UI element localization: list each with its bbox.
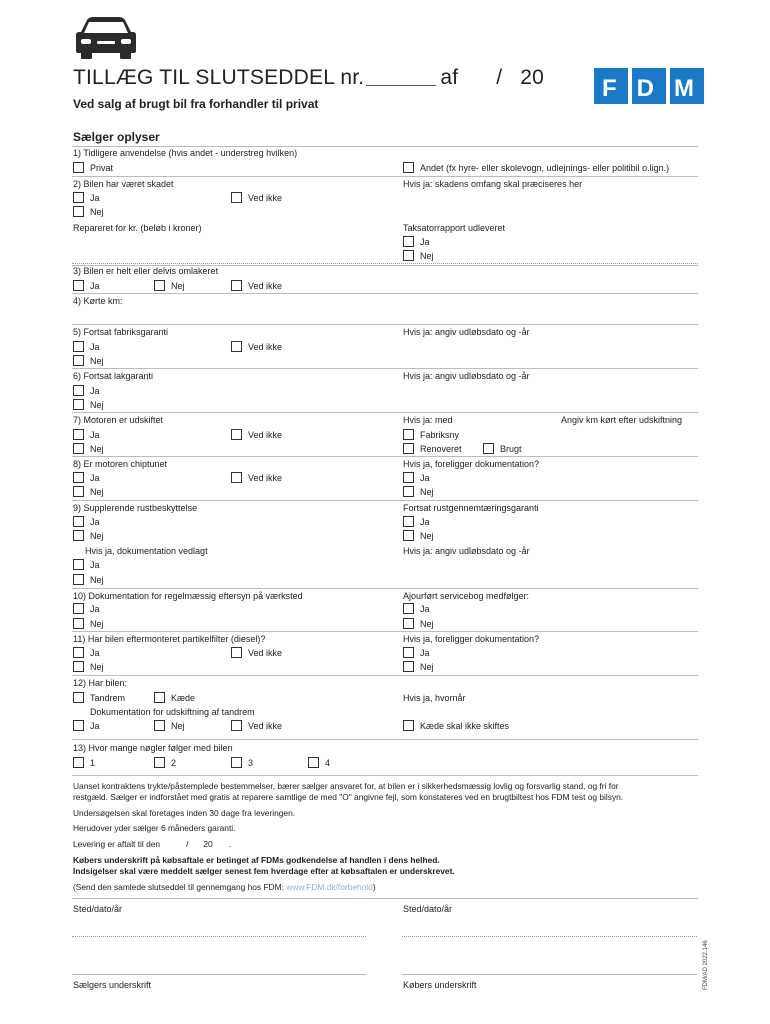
q5-ja-label: Ja: [90, 342, 100, 352]
koeber-signature-label: Købers underskrift: [403, 980, 477, 990]
q9-dok-nej-checkbox[interactable]: [73, 574, 84, 585]
q10-label: 10) Dokumentation for regelmæssig eftersyn på værksted: [73, 591, 303, 601]
q13-key1-label: 1: [90, 758, 96, 768]
q5-label: 5) Fortsat fabriksgaranti: [73, 327, 169, 337]
q8-ved-ikke-checkbox[interactable]: [231, 472, 242, 483]
q6-hvis-ja: Hvis ja: angiv udløbsdato og -år: [403, 371, 530, 381]
saelger-signature-field[interactable]: [72, 974, 366, 975]
legal-p1b: restgæld. Sælger er indforstået med gratis at reparere samtlige de med "O" angivne fejl, som konstateres ved en brugtbiltest hos FDM test og bilsyn.: [73, 792, 624, 802]
q12-label: 12) Har bilen:: [73, 678, 128, 688]
q9-label: 9) Supplerende rustbeskyttelse: [73, 503, 198, 513]
q12-tandrem-label: Tandrem: [90, 693, 126, 703]
q9-ja-label: Ja: [90, 517, 100, 527]
q9-hvis-ja: Hvis ja: angiv udløbsdato og -år: [403, 546, 530, 556]
q2-nej-checkbox[interactable]: [73, 206, 84, 217]
q11-ved-ikke-checkbox[interactable]: [231, 647, 242, 658]
form-code: FDM/AD 2022.146: [703, 940, 709, 990]
q2-ved-ikke-checkbox[interactable]: [231, 192, 242, 203]
q10-ja-label: Ja: [90, 604, 100, 614]
q3-nej-checkbox[interactable]: [154, 280, 165, 291]
sted-dato-right-field[interactable]: [402, 936, 697, 937]
legal-p1a: Uanset kontraktens trykte/påstemplede bestemmelser, bærer sælger ansvaret for, at bilen er i sikkerhedsmæssig lovlig og forsvarlig stand, og fri for: [73, 781, 619, 791]
q13-key4-checkbox[interactable]: [308, 757, 319, 768]
levering-dot: .: [228, 839, 232, 849]
saelger-signature-label: Sælgers underskrift: [73, 980, 152, 990]
q8-ja-checkbox[interactable]: [73, 472, 84, 483]
q2-label: 2) Bilen har været skadet: [73, 179, 174, 189]
title-left: TILLÆG TIL SLUTSEDDEL nr.: [73, 66, 365, 89]
q8-ja-label: Ja: [90, 473, 100, 483]
q9-fortsat-nej-label: Nej: [420, 531, 434, 541]
q3-ved-ikke-label: Ved ikke: [248, 281, 283, 291]
q11-dok-nej-label: Nej: [420, 662, 434, 672]
q8-nej-label: Nej: [90, 487, 104, 497]
q12-ja-checkbox[interactable]: [73, 720, 84, 731]
q7-nej-label: Nej: [90, 444, 104, 454]
q11-dok-nej-checkbox[interactable]: [403, 661, 414, 672]
logo-text: FDM: [602, 75, 714, 102]
sted-dato-left-label: Sted/dato/år: [73, 904, 123, 914]
q2-taksator-ja-label: Ja: [420, 237, 430, 247]
q2-taksator-label: Taksatorrapport udleveret: [403, 223, 506, 233]
q9-dok-ja-checkbox[interactable]: [73, 559, 84, 570]
q6-nej-label: Nej: [90, 400, 104, 410]
q13-label: 13) Hvor mange nøgler følger med bilen: [73, 743, 233, 753]
q8-dok-nej-label: Nej: [420, 487, 434, 497]
q9-nej-checkbox[interactable]: [73, 530, 84, 541]
q8-label: 8) Er motoren chiptunet: [73, 459, 168, 469]
q6-label: 6) Fortsat lakgaranti: [73, 371, 154, 381]
q13-key2-label: 2: [171, 758, 177, 768]
q5-ja-checkbox[interactable]: [73, 341, 84, 352]
q2-taksator-nej-label: Nej: [420, 251, 434, 261]
q7-angiv-km: Angiv km kørt efter udskiftning: [561, 415, 683, 425]
form-number-field[interactable]: [366, 67, 436, 86]
q7-nej-checkbox[interactable]: [73, 443, 84, 454]
q9-dok-nej-label: Nej: [90, 575, 104, 585]
legal-p3: Herudover yder sælger 6 måneders garanti.: [73, 823, 236, 833]
q5-nej-checkbox[interactable]: [73, 355, 84, 366]
q11-ja-label: Ja: [90, 648, 100, 658]
legal-p5: [73, 882, 376, 893]
q2-repareret-label: Repareret for kr. (beløb i kroner): [73, 223, 202, 233]
q9-hvis-ja-dok: Hvis ja, dokumentation vedlagt: [85, 546, 208, 556]
q10-ajour-nej-label: Nej: [420, 619, 434, 629]
q7-ved-ikke-label: Ved ikke: [248, 430, 283, 440]
q12-tandrem-checkbox[interactable]: [73, 692, 84, 703]
q13-key3-checkbox[interactable]: [231, 757, 242, 768]
levering-slash: /: [186, 839, 189, 849]
q12-nej-label: Nej: [171, 721, 185, 731]
q3-ja-checkbox[interactable]: [73, 280, 84, 291]
q11-ja-checkbox[interactable]: [73, 647, 84, 658]
q9-fortsat-nej-checkbox[interactable]: [403, 530, 414, 541]
form-title: [73, 66, 544, 90]
q2-taksator-ja-checkbox[interactable]: [403, 236, 414, 247]
q3-ja-label: Ja: [90, 281, 100, 291]
q1-label: 1) Tidligere anvendelse (hvis andet - understreg hvilken): [73, 148, 298, 158]
q11-dok-ja-label: Ja: [420, 648, 430, 658]
q9-nej-label: Nej: [90, 531, 104, 541]
title-af: af: [440, 66, 459, 89]
q7-ved-ikke-checkbox[interactable]: [231, 429, 242, 440]
q5-nej-label: Nej: [90, 356, 104, 366]
q8-nej-checkbox[interactable]: [73, 486, 84, 497]
car-icon: [75, 16, 137, 60]
q11-label: 11) Har bilen eftermonteret partikelfilter (diesel)?: [73, 634, 266, 644]
koeber-signature-field[interactable]: [402, 974, 697, 975]
legal-bold-2: Indsigelser skal være meddelt sælger senest fem hverdage efter at købsaftalen er underskrevet.: [73, 866, 455, 876]
q5-ved-ikke-checkbox[interactable]: [231, 341, 242, 352]
sted-dato-right-label: Sted/dato/år: [403, 904, 453, 914]
q5-hvis-ja: Hvis ja: angiv udløbsdato og -år: [403, 327, 530, 337]
q7-brugt-checkbox[interactable]: [483, 443, 494, 454]
q12-kaede-checkbox[interactable]: [154, 692, 165, 703]
q12-ved-ikke-checkbox[interactable]: [231, 720, 242, 731]
q12-kaede-skal-label: Kæde skal ikke skiftes: [420, 721, 510, 731]
q1-andet-checkbox[interactable]: [403, 162, 414, 173]
q10-ajour-ja-label: Ja: [420, 604, 430, 614]
subtitle: Ved salg af brugt bil fra forhandler til privat: [73, 97, 319, 111]
q7-renoveret-checkbox[interactable]: [403, 443, 414, 454]
q9-ja-checkbox[interactable]: [73, 516, 84, 527]
send-label: (Send den samlede slutseddel til gennemgang hos FDM:: [73, 882, 284, 892]
send-close: ): [372, 882, 376, 892]
levering-year-prefix: 20: [203, 839, 213, 849]
q8-dok-nej-checkbox[interactable]: [403, 486, 414, 497]
q11-nej-checkbox[interactable]: [73, 661, 84, 672]
q13-key4-label: 4: [325, 758, 331, 768]
q7-renoveret-label: Renoveret: [420, 444, 462, 454]
q7-ja-checkbox[interactable]: [73, 429, 84, 440]
q10-nej-checkbox[interactable]: [73, 618, 84, 629]
q7-ja-label: Ja: [90, 430, 100, 440]
q7-brugt-label: Brugt: [500, 444, 522, 454]
q13-key1-checkbox[interactable]: [73, 757, 84, 768]
q11-dok-ja-checkbox[interactable]: [403, 647, 414, 658]
q8-ved-ikke-label: Ved ikke: [248, 473, 283, 483]
q7-label: 7) Motoren er udskiftet: [73, 415, 164, 425]
sted-dato-left-field[interactable]: [72, 936, 366, 937]
q2-ved-ikke-label: Ved ikke: [248, 193, 283, 203]
q3-label: 3) Bilen er helt eller delvis omlakeret: [73, 266, 219, 276]
fdm-logo: [594, 68, 714, 104]
q7-fabriksny-label: Fabriksny: [420, 430, 460, 440]
levering-label: Levering er aftalt til den: [73, 839, 161, 849]
q10-nej-label: Nej: [90, 619, 104, 629]
q12-ved-ikke-label: Ved ikke: [248, 721, 283, 731]
q12-nej-checkbox[interactable]: [154, 720, 165, 731]
q12-hvis-ja: Hvis ja, hvornår: [403, 693, 466, 703]
q9-fortsat-ja-label: Ja: [420, 517, 430, 527]
q11-nej-label: Nej: [90, 662, 104, 672]
q13-key2-checkbox[interactable]: [154, 757, 165, 768]
q10-ajour-nej-checkbox[interactable]: [403, 618, 414, 629]
q5-ved-ikke-label: Ved ikke: [248, 342, 283, 352]
legal-p2: Undersøgelsen skal foretages inden 30 dage fra leveringen.: [73, 808, 296, 818]
q13-key3-label: 3: [248, 758, 254, 768]
q11-hvis-ja: Hvis ja, foreligger dokumentation?: [403, 634, 540, 644]
q11-ved-ikke-label: Ved ikke: [248, 648, 283, 658]
q12-kaede-label: Kæde: [171, 693, 196, 703]
q12-kaede-skal-checkbox[interactable]: [403, 720, 414, 731]
q12-ja-label: Ja: [90, 721, 100, 731]
q10-ja-checkbox[interactable]: [73, 603, 84, 614]
q8-hvis-ja: Hvis ja, foreligger dokumentation?: [403, 459, 540, 469]
fdm-forbehold-link[interactable]: www.FDM.dk/forbehold: [286, 882, 373, 892]
q8-dok-ja-label: Ja: [420, 473, 430, 483]
q4-km-field[interactable]: [72, 324, 698, 325]
section-title: Sælger oplyser: [73, 130, 160, 144]
title-slash: /: [496, 66, 503, 89]
q3-ved-ikke-checkbox[interactable]: [231, 280, 242, 291]
q1-privat-checkbox[interactable]: [73, 162, 84, 173]
q10-ajour-ja-checkbox[interactable]: [403, 603, 414, 614]
q4-label: 4) Kørte km:: [73, 296, 123, 306]
q8-dok-ja-checkbox[interactable]: [403, 472, 414, 483]
q10-ajour-label: Ajourført servicebog medfølger:: [403, 591, 530, 601]
q9-dok-ja-label: Ja: [90, 560, 100, 570]
q9-fortsat-label: Fortsat rustgennemtæringsgaranti: [403, 503, 539, 513]
q2-hvis-ja: Hvis ja: skadens omfang skal præciseres her: [403, 179, 583, 189]
q3-nej-label: Nej: [171, 281, 185, 291]
q7-hvis-ja: Hvis ja: med: [403, 415, 453, 425]
q2-taksator-nej-checkbox[interactable]: [403, 250, 414, 261]
q2-ja-label: Ja: [90, 193, 100, 203]
q6-nej-checkbox[interactable]: [73, 399, 84, 410]
legal-p4: [73, 839, 231, 850]
q12-dok-label: Dokumentation for udskiftning af tandrem: [90, 707, 255, 717]
q6-ja-checkbox[interactable]: [73, 385, 84, 396]
q2-ja-checkbox[interactable]: [73, 192, 84, 203]
q9-fortsat-ja-checkbox[interactable]: [403, 516, 414, 527]
q2-nej-label: Nej: [90, 207, 104, 217]
q1-andet-label: Andet (fx hyre- eller skolevogn, udlejnings- eller politibil o.lign.): [420, 163, 670, 173]
title-year: 20: [520, 66, 545, 89]
legal-bold-1: Købers underskrift på købsaftale er betinget af FDMs godkendelse af handlen i dens helhed.: [73, 855, 440, 865]
q1-privat-label: Privat: [90, 163, 114, 173]
q6-ja-label: Ja: [90, 386, 100, 396]
q7-fabriksny-checkbox[interactable]: [403, 429, 414, 440]
